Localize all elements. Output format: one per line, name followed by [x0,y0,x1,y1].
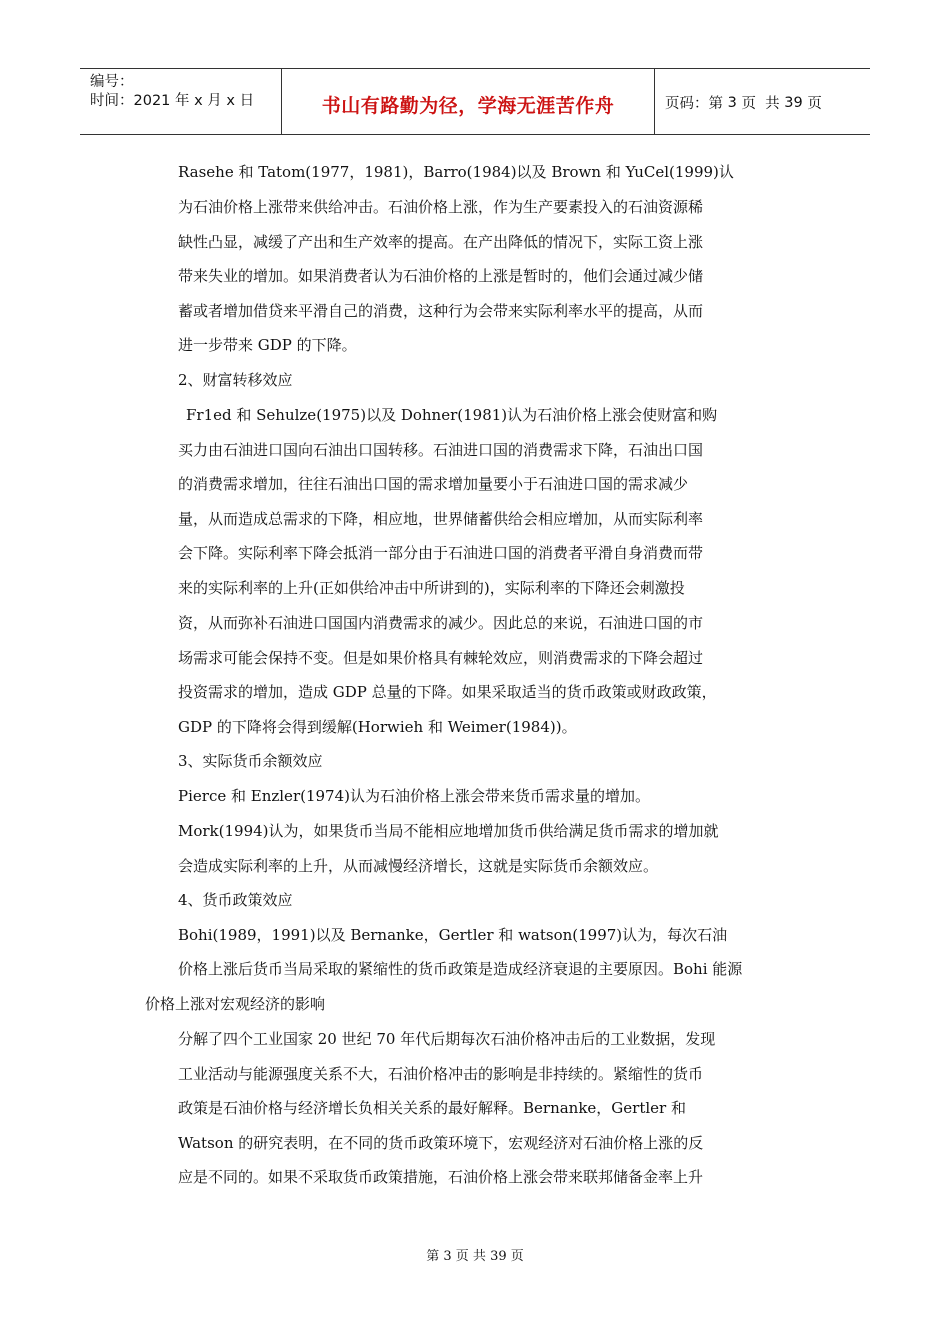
section-heading: 2、财富转移效应 [178,371,293,389]
body-line: 量，从而造成总需求的下降，相应地，世界储蓄供给会相应增加，从而实际利率 [178,510,704,528]
page-mid: 页 共 [736,96,785,112]
body-line: 分解了四个工业国家 20 世纪 70 年代后期每次石油价格冲击后的工业数据，发现 [178,1030,716,1048]
body-line: 场需求可能会保持不变。但是如果价格具有棘轮效应，则消费需求的下降会超过 [178,649,704,667]
number-label: 编号： [90,74,134,90]
page-current: 3 [727,94,737,111]
page-header [80,68,870,135]
body-line: 资，从而弥补石油进口国国内消费需求的减少。因此总的来说，石油进口国的市 [178,614,704,632]
body-line: 进一步带来 GDP 的下降。 [178,336,357,354]
page-total: 39 [784,94,803,111]
header-page-info [655,69,870,134]
section-heading: 4、货币政策效应 [178,891,293,909]
footer-mid: 页 共 [451,1249,491,1264]
footer-current: 3 [443,1249,452,1264]
page-suffix: 页 [802,96,822,112]
body-line: 应是不同的。如果不采取货币政策措施，石油价格上涨会带来联邦储备金率上升 [178,1168,704,1186]
footer-total: 39 [490,1249,507,1264]
body-line: Bohi(1989，1991)以及 Bernanke，Gertler 和 watson(1997)认为，每次石油 [178,926,728,944]
header-motto-cell [282,69,655,134]
body-line: 会造成实际利率的上升，从而减慢经济增长，这就是实际货币余额效应。 [178,857,659,875]
body-line: 会下降。实际利率下降会抵消一部分由于石油进口国的消费者平滑自身消费而带 [178,544,704,562]
body-line: 政策是石油价格与经济增长负相关关系的最好解释。Bernanke，Gertler 和 [178,1099,686,1117]
body-line: 缺性凸显，减缓了产出和生产效率的提高。在产出降低的情况下，实际工资上涨 [178,233,704,251]
motto: 书山有路勤为径，学海无涯苦作舟 [321,95,615,117]
body-line: 蓄或者增加借贷来平滑自己的消费，这种行为会带来实际利率水平的提高，从而 [178,302,704,320]
body-line: 价格上涨对宏观经济的影响 [145,995,326,1013]
body-line: Watson 的研究表明，在不同的货币政策环境下，宏观经济对石油价格上涨的反 [178,1134,704,1152]
body-line: Pierce 和 Enzler(1974)认为石油价格上涨会带来货币需求量的增加。 [178,787,650,805]
section-heading: 3、实际货币余额效应 [178,752,323,770]
page-prefix: 页码：第 [665,96,728,112]
body-line: GDP 的下降将会得到缓解(Horwieh 和 Weimer(1984))。 [178,718,577,736]
body-line: 买力由石油进口国向石油出口国转移。石油进口国的消费需求下降，石油出口国 [178,441,704,459]
body-line: 投资需求的增加，造成 GDP 总量的下降。如果采取适当的货币政策或财政政策， [178,683,717,701]
body-line: Mork(1994)认为，如果货币当局不能相应地增加货币供给满足货币需求的增加就 [178,822,719,840]
body-line: 的消费需求增加，往往石油出口国的需求增加量要小于石油进口国的需求减少 [178,475,689,493]
body-line: 价格上涨后货币当局采取的紧缩性的货币政策是造成经济衰退的主要原因。Bohi 能源 [178,960,743,978]
footer-prefix: 第 [426,1249,444,1264]
body-line: 来的实际利率的上升(正如供给冲击中所讲到的)，实际利率的下降还会刺激投 [178,579,685,597]
date-label: 时间：2021 年 x 月 x 日 [90,93,255,109]
body-line: 工业活动与能源强度关系不大，石油价格冲击的影响是非持续的。紧缩性的货币 [178,1065,704,1083]
body-line: 带来失业的增加。如果消费者认为石油价格的上涨是暂时的，他们会通过减少储 [178,267,704,285]
page-footer [0,1245,950,1264]
header-meta [80,69,282,134]
body-line: 为石油价格上涨带来供给冲击。石油价格上涨，作为生产要素投入的石油资源稀 [178,198,704,216]
body-line: Fr1ed 和 Sehulze(1975)以及 Dohner(1981)认为石油价格上涨会使财富和购 [186,406,718,424]
footer-suffix: 页 [506,1249,524,1264]
body-line: Rasehe 和 Tatom(1977，1981)，Barro(1984)以及 Brown 和 YuCel(1999)认 [178,163,734,181]
